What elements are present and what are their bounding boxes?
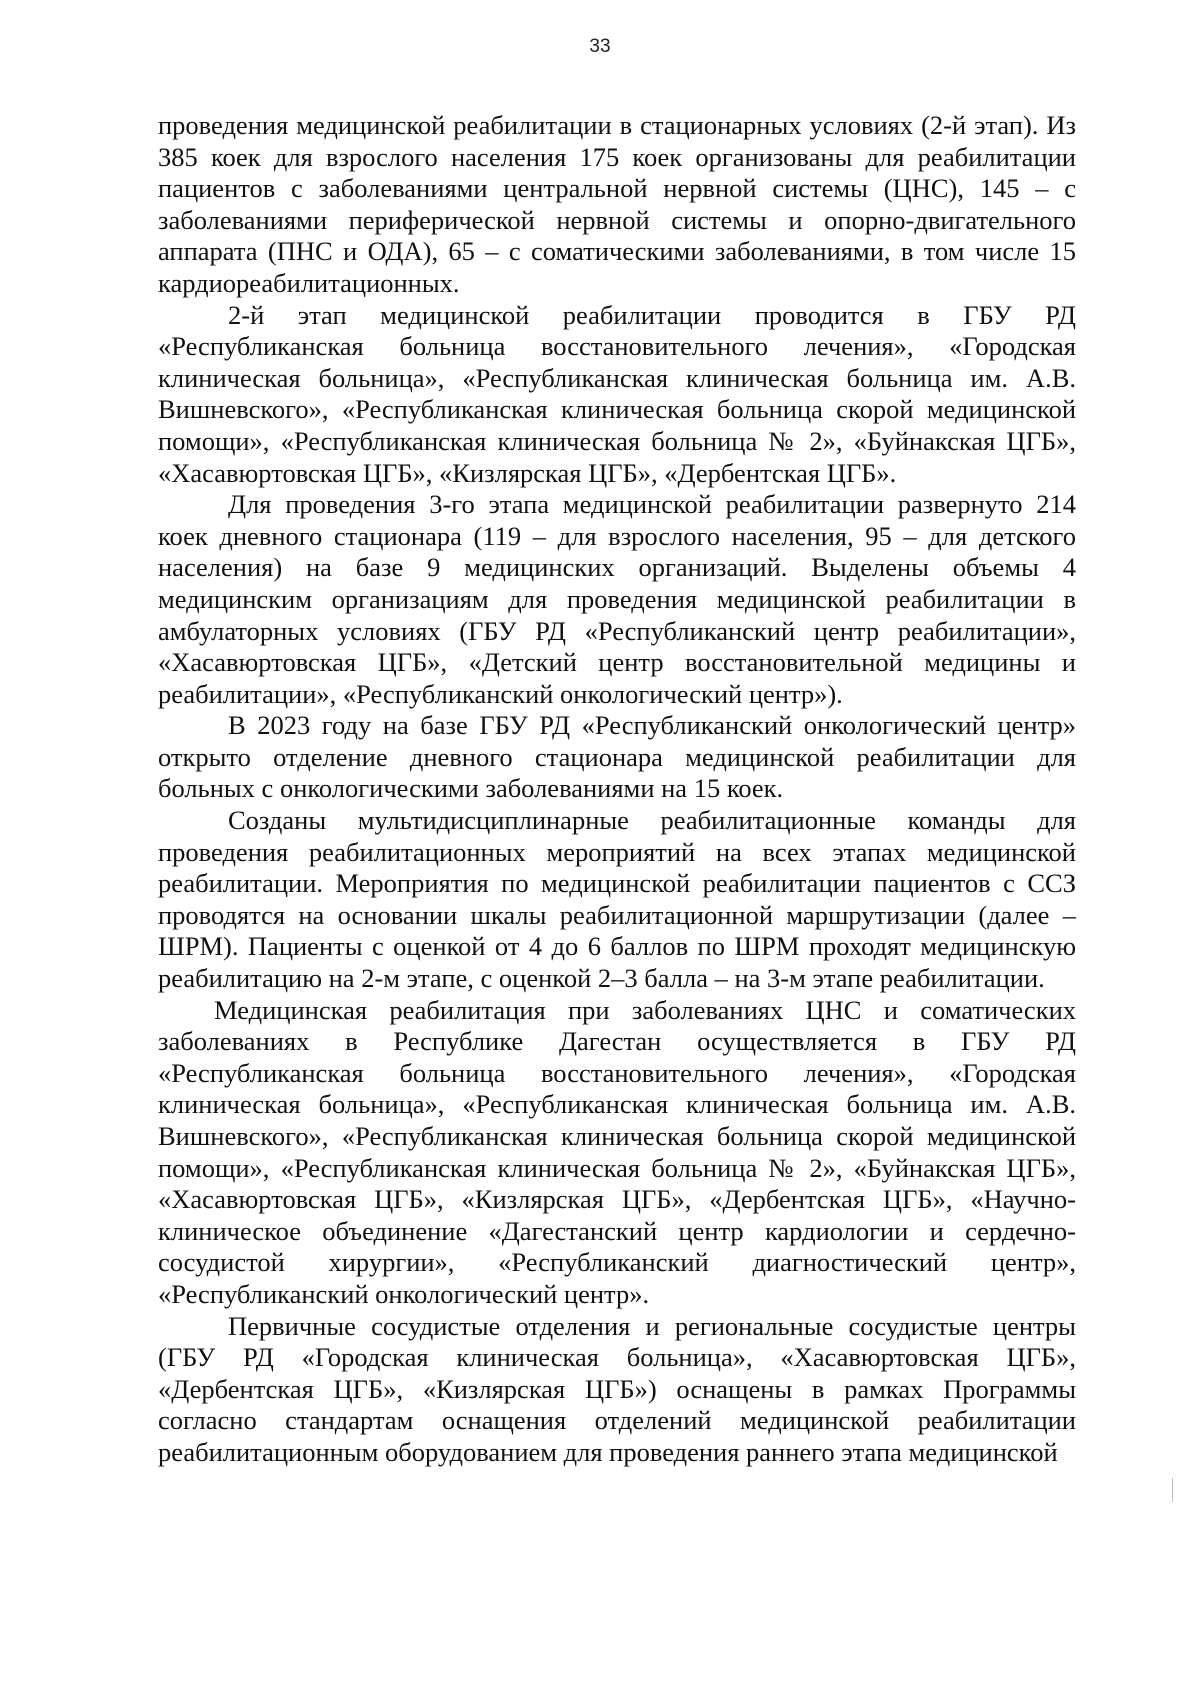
paragraph-7: Первичные сосудистые отделения и региональные сосудистые центры (ГБУ РД «Городская клиническая больница», «Хасавюртовская ЦГБ», «Дербентская ЦГБ», «Кизлярская ЦГБ») оснащены в рамках Программы согласно стандартам оснащения отделений медицинской реабилитации реабилитационным оборудованием для проведения раннего этапа медицинской (158, 1310, 1076, 1467)
paragraph-1: проведения медицинской реабилитации в стационарных условиях (2-й этап). Из 385 коек для взрослого населения 175 коек организованы для реабилитации пациентов с заболеваниями центральной нервной системы (ЦНС), 145 – с заболеваниями периферической нервной системы и опорно-двигательного аппарата (ПНС и ОДА), 65 – с соматическими заболеваниями, в том числе 15 кардиореабилитационных. (158, 110, 1076, 298)
paragraph-5: Созданы мультидисциплинарные реабилитационные команды для проведения реабилитационных мероприятий на всех этапах медицинской реабилитации. Мероприятия по медицинской реабилитации пациентов с ССЗ проводятся на основании шкалы реабилитационной маршрутизации (далее – ШРМ). Пациенты с оценкой от 4 до 6 баллов по ШРМ проходят медицинскую реабилитацию на 2-м этапе, с оценкой 2–3 балла – на 3-м этапе реабилитации. (158, 805, 1076, 994)
scan-artifact (1172, 1478, 1173, 1502)
paragraph-4: В 2023 году на базе ГБУ РД «Республиканский онкологический центр» открыто отделение дневного стационара медицинской реабилитации для больных с онкологическими заболеваниями на 15 коек. (158, 710, 1076, 804)
paragraph-2: 2-й этап медицинской реабилитации проводится в ГБУ РД «Республиканская больница восстановительного лечения», «Городская клиническая больница», «Республиканская клиническая больница им. А.В. Вишневского», «Республиканская клиническая больница скорой медицинской помощи», «Республиканская клиническая больница № 2», «Буйнакская ЦГБ», «Хасавюртовская ЦГБ», «Кизлярская ЦГБ», «Дербентская ЦГБ». (158, 299, 1076, 488)
document-body (158, 110, 1076, 1469)
paragraph-3: Для проведения 3-го этапа медицинской реабилитации развернуто 214 коек дневного стационара (119 – для взрослого населения, 95 – для детского населения) на базе 9 медицинских организаций. Выделены объемы 4 медицинским организациям для проведения медицинской реабилитации в амбулаторных условиях (ГБУ РД «Республиканский центр реабилитации», «Хасавюртовская ЦГБ», «Детский центр восстановительной медицины и реабилитации», «Республиканский онкологический центр»). (158, 489, 1076, 709)
paragraph-6: Медицинская реабилитация при заболеваниях ЦНС и соматических заболеваниях в Республике Дагестан осуществляется в ГБУ РД «Республиканская больница восстановительного лечения», «Городская клиническая больница», «Республиканская клиническая больница им. А.В. Вишневского», «Республиканская клиническая больница скорой медицинской помощи», «Республиканская клиническая больница № 2», «Буйнакская ЦГБ», «Хасавюртовская ЦГБ», «Кизлярская ЦГБ», «Дербентская ЦГБ», «Научно-клиническое объединение «Дагестанский центр кардиологии и сердечно-сосудистой хирургии», «Республиканский диагностический центр», «Республиканский онкологический центр». (158, 994, 1076, 1309)
page-number: 33 (589, 36, 611, 57)
